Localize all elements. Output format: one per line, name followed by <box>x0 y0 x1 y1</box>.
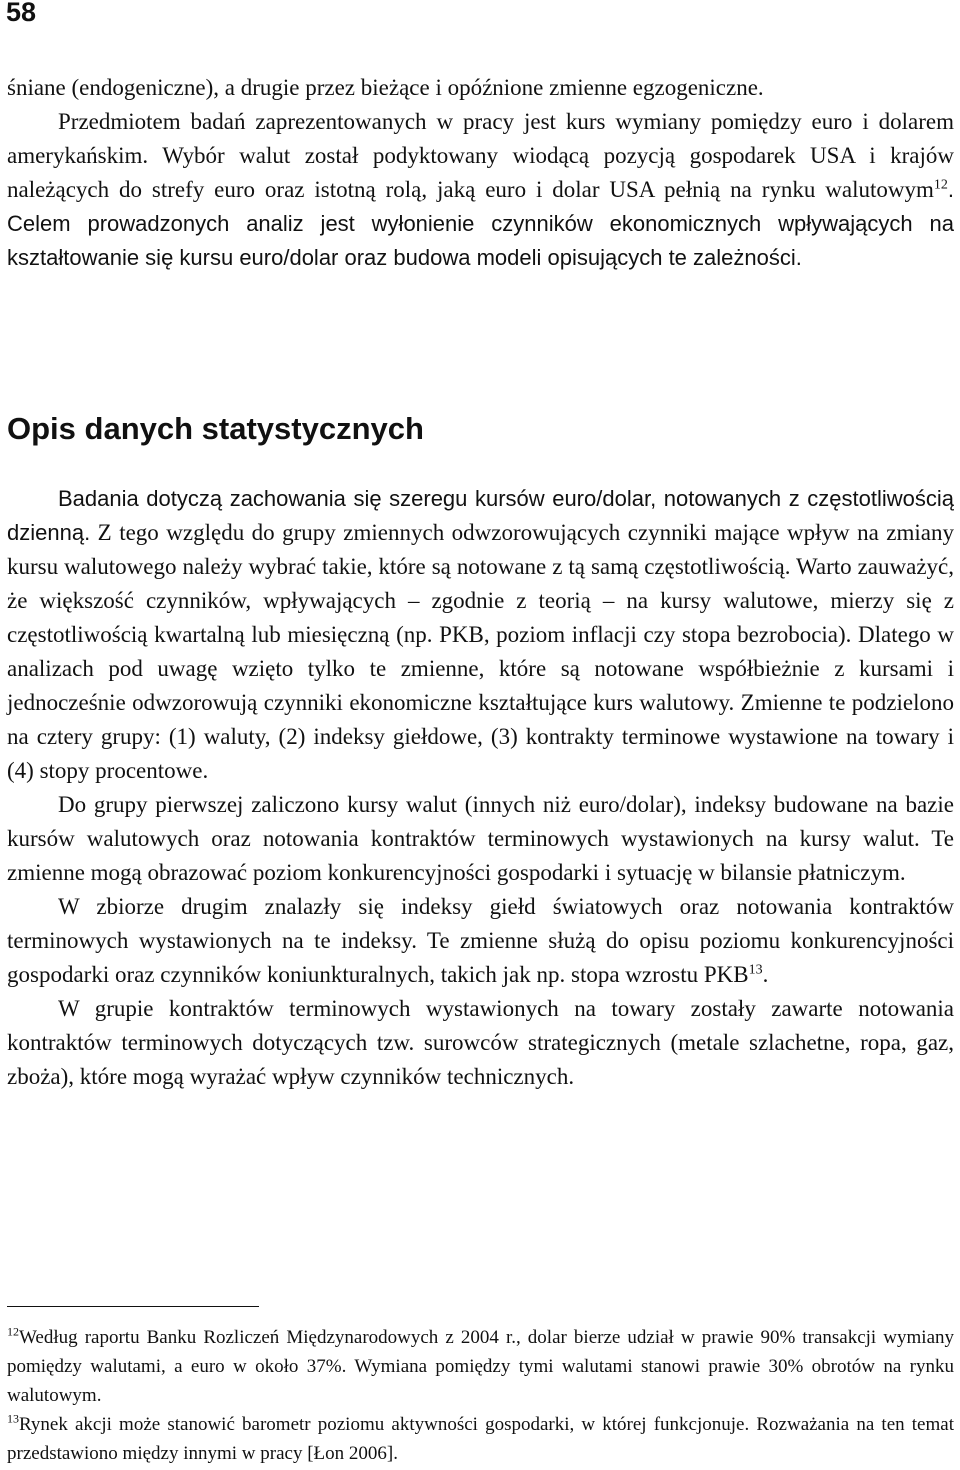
intro-paragraph-2-serif: Przedmiotem badań zaprezentowanych w pracy jest kurs wymiany pomiędzy euro i dolarem amerykańskim. Wybór walut został podyktowany wiodącą pozycją gospodarek USA i krajów należących do strefy euro oraz istotną rolą, jaką euro i dolar USA pełnią na rynku walutowym <box>7 109 954 202</box>
footnote-12-text: Według raportu Banku Rozliczeń Międzynarodowych z 2004 r., dolar bierze udział w prawie 90% transakcji wymiany pomiędzy walutami, a euro w około 37%. Wymiana pomiędzy tymi walutami stanowi prawie 30% obrotów na rynku walutowym. <box>7 1327 954 1406</box>
footnote-12 <box>7 1323 954 1410</box>
footnote-13-number: 13 <box>7 1411 19 1426</box>
footnote-separator <box>7 1306 259 1307</box>
section-paragraph-3-text: W zbiorze drugim znalazły się indeksy giełd światowych oraz notowania kontraktów terminowych wystawionych na te indeksy. Te zmienne służą do opisu poziomu konkurencyjności gospodarki oraz czynników koniunkturalnych, takich jak np. stopa wzrostu PKB <box>7 894 954 987</box>
section-paragraph-4: W grupie kontraktów terminowych wystawionych na towary zostały zawarte notowania kontraktów terminowych dotyczących tzw. surowców strategicznych (metale szlachetne, ropa, gaz, zboża), które mogą wyrażać wpływ czynników technicznych. <box>7 996 954 1089</box>
intro-paragraph-2 <box>7 105 954 275</box>
section-paragraph-1-serif: Z tego względu do grupy zmiennych odwzorowujących czynniki mające wpływ na zmiany kursu walutowego należy wybrać takie, które są notowane z tą samą częstotliwością. Warto zauważyć, że większość czynników, wpływających – zgodnie z teorią – na kursy walutowe, mierzy się z częstotliwością kwartalną lub miesięczną (np. PKB, poziom inflacji czy stopa bezrobocia). Dlatego w analizach pod uwagę wzięto tylko te zmienne, które są notowane współbieżnie z kursami i jednocześnie odwzorowują czynniki ekonomiczne kształtujące kurs walutowy. Zmienne te podzielono na cztery grupy: (1) waluty, (2) indeksy giełdowe, (3) kontrakty terminowe wystawione na towary i (4) stopy procentowe. <box>7 520 954 783</box>
footnote-13-text: Rynek akcji może stanowić barometr poziomu aktywności gospodarki, w której funkcjonuje. Rozważania na ten temat przedstawiono między innymi w pracy [Łon 2006]. <box>7 1414 954 1464</box>
section-paragraph-1 <box>7 482 954 788</box>
page-number: 58 <box>6 0 37 27</box>
footnote-ref-12[interactable]: 12 <box>933 177 948 193</box>
intro-paragraph-1: śniane (endogeniczne), a drugie przez bieżące i opóźnione zmienne egzogeniczne. <box>7 75 764 100</box>
footnotes <box>7 1323 954 1468</box>
footnote-12-number: 12 <box>7 1324 19 1339</box>
section-paragraph-3 <box>7 890 954 992</box>
intro-paragraph-2-sans: . Celem prowadzonych analiz jest wyłonienie czynników ekonomicznych wpływających na kształtowanie się kursu euro/dolar oraz budowa modeli opisujących te zależności. <box>7 177 954 270</box>
section-text <box>7 482 954 1094</box>
section-paragraph-2: Do grupy pierwszej zaliczono kursy walut (innych niż euro/dolar), indeksy budowane na bazie kursów walutowych oraz notowania kontraktów terminowych wystawionych na kursy walut. Te zmienne mogą obrazować poziom konkurencyjności gospodarki i sytuację w bilansie płatniczym. <box>7 792 954 885</box>
section-paragraph-1-sans: Badania dotyczą zachowania się szeregu kursów euro/dolar, notowanych z częstotliwością dzienną. <box>7 486 954 545</box>
intro-text <box>7 71 954 275</box>
section-heading: Opis danych statystycznych <box>7 411 424 446</box>
footnote-ref-13[interactable]: 13 <box>748 962 763 978</box>
section-paragraph-3-end: . <box>762 962 769 987</box>
footnote-13 <box>7 1410 954 1468</box>
